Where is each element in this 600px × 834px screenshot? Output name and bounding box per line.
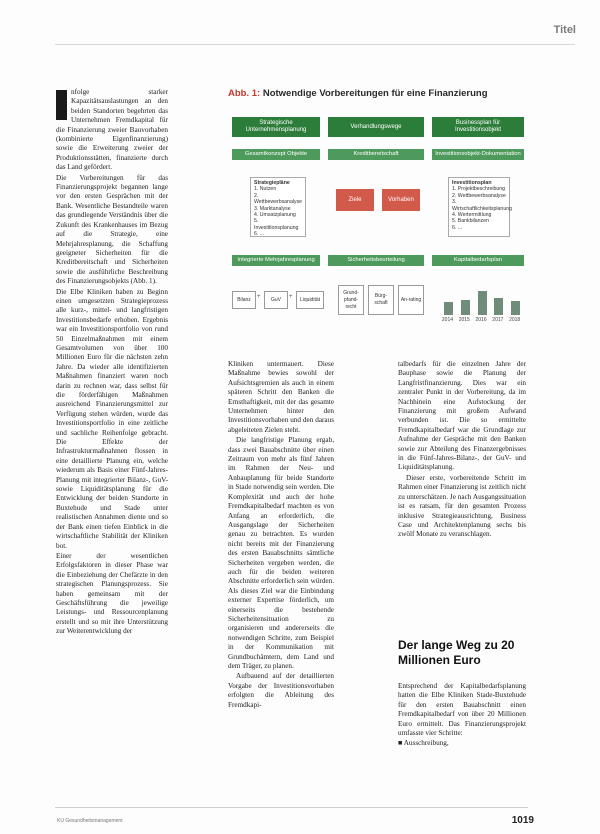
- list-heading: Strategiepläne: [254, 180, 290, 186]
- plus-sign: +: [257, 294, 261, 300]
- flow-box-buergschaft: Bürg-schaft: [368, 285, 394, 315]
- figure-title-text: Notwendige Vorbereitungen für eine Finanzierung: [262, 88, 488, 99]
- chart-bar: [461, 300, 470, 315]
- flow-box-liquiditaet: Liquidität: [296, 291, 324, 309]
- section-heading: Der lange Weg zu 20 Millionen Euro: [398, 638, 515, 667]
- strategy-list: [250, 177, 306, 237]
- paragraph: Die langfristige Planung ergab, dass zwei Bauabschnitte über einen Zeitraum von mehr als fünf Jahren im Rahmen der Neu- und Anbauplanung für beide Standorte in Stade notwendig sein werden. Die Komplexität und auch der hohe Fremdkapitalbedarf machten es von Anfang an erforderlich, die Ausgangslage der Sicherheiten genau zu betrachten. Es wurden nicht bereits mit der Finanzierung des ersten Bauabschnitts sämtliche Sicherheiten vergeben werden, die auch für die beiden weiteren Abschnitte erforderlich sein würden. Als dieses Ziel war die Einbindung externer Expertise förderlich, um einerseits die bestehende Sicherheitensituation zu organisieren und andererseits die notwendigen Schritte, zum Beispiel in der Kommunikation mit Grundbuchämtern, dem Land und dem Träger, zu planen.: [228, 436, 334, 670]
- chart-year-label: 2017: [492, 317, 504, 323]
- list-item: 2. Wettbewerbsanalyse: [254, 192, 303, 206]
- mid-bar: Kreditbereitschaft: [328, 149, 424, 160]
- chart-year-label: 2015: [458, 317, 470, 323]
- list-item: 5. Bankbilanzen: [452, 218, 489, 225]
- text-column-1: [56, 88, 168, 806]
- paragraph: [56, 88, 168, 173]
- flow-box-guv: GuV: [264, 291, 288, 309]
- chart-bar: [444, 302, 453, 315]
- footer-rule: [55, 807, 528, 808]
- capital-chart: [440, 275, 524, 325]
- paragraph-text: nfolge starker Kapazitätsauslastungen an den beiden Standorten begehrten das Unternehmen Fremdkapital für die Finanzierung zweier Bauvorhaben (kombinierte Eigenfinanzierung) sowie die Erweiterung zweier der Produktionsstätten, finanzierte durch das Land gefördert.: [56, 88, 168, 172]
- flow-box-rating: An-rating: [398, 285, 424, 315]
- header-rule: [55, 44, 575, 45]
- top-box: Strategische Unternehmensplanung: [232, 117, 320, 137]
- chart-year-label: 2014: [441, 317, 454, 323]
- mid-bar: Investitionsobjekt-Dokumentation: [432, 149, 524, 160]
- paragraph: Die Vorbereitungen für das Finanzierungsprojekt begannen lange vor den ersten Gesprächen mit der Bank. Wesentliche Bestandteile waren das grundlegende Verständnis über die Zukunft des Krankenhauses im Bezug auf die Strategie, eine Mehrjahresplanung, die Schaffung geeigneter Sicherheiten für die Kreditbereitschaft und Sicherheiten sowie die ausführliche Beschreibung des Finanzierungsobjekts (Abb. 1).: [56, 173, 168, 286]
- flow-box-bilanz: Bilanz: [232, 291, 256, 309]
- text-column-3: [398, 360, 526, 630]
- paragraph: Die Elbe Kliniken haben zu Beginn einen umgesetzten Strategieprozess alle kurz-, mittel- und langfristigen Investitionsbedarfe erhoben. Ergebnis war ein Investitionsportfolio von rund 50 Einzelmaßnahmen mit einem Gesamtvolumen von über 100 Millionen Euro für die nächsten zehn Jahre. Da wieder alle identifizierten Maßnahmen finanziert waren noch darin zu rechnen war, dass selbst für die förderfähigen Maßnahmen ausreichend Finanzierungsmittel zur Verfügung stehen würden, wurde das Investitionsportfolio in eine zeitliche und sachliche Reihenfolge gebracht. Die Effekte der Infrastrukturmaßnahmen flossen in eine detaillierte Planung ein, welche wiederum als Basis einer Fünf-Jahres-Planung mit integrierter Bilanz-, GuV- sowie Liquiditätsplanung für die Entwicklung der beiden Standorte in Buxtehude und Stade unter realistischen Annahmen diente und so der Bank einen tiefen Einblick in die wirtschaftliche Stabilität der Kliniken bot.: [56, 287, 168, 550]
- top-box: Businessplan für Investitionsobjekt: [432, 117, 524, 137]
- goals-box: Ziele: [336, 189, 374, 211]
- chart-bar: [478, 291, 487, 315]
- list-item: 1. Nutzen: [254, 186, 277, 193]
- chart-bar: [494, 298, 503, 315]
- mid-bar: Gesamtkonzept Objekte: [232, 149, 320, 160]
- low-bar: Integrierte Mehrjahresplanung: [232, 255, 320, 266]
- list-item: ■ Ausschreibung,: [398, 739, 449, 748]
- list-item: 1. Projektbeschreibung: [452, 186, 506, 193]
- list-item: 5. Investitionsplanung: [254, 218, 299, 231]
- low-bar: Sicherheitsbeurteilung: [328, 255, 424, 266]
- list-item: 6. ...: [254, 231, 265, 238]
- text-column-2: [228, 360, 334, 806]
- list-item: 3. Marktanalyse: [254, 205, 291, 212]
- top-box: Verhandlungswege: [328, 117, 424, 137]
- flow-box-grundpfand: Grund-pfand-recht: [338, 285, 364, 315]
- paragraph: Einer der wesentlichen Erfolgsfaktoren in dieser Phase war die Einbeziehung der Chefärzte in den strategischen Planungsprozess. Sie haben gemeinsam mit der Geschäftsführung die jeweilige Leistungs- und Ressourcenplanung erstellt und so mit ihre Unterstützung zur Weiterentwicklung der: [56, 551, 168, 636]
- text-column-3-continued: [398, 682, 526, 812]
- chart-year-label: 2016: [475, 317, 487, 323]
- low-bar: Kapitalbedarfsplan: [432, 255, 524, 266]
- figure-diagram: [228, 105, 526, 330]
- list-item: 6. ...: [452, 224, 463, 231]
- projects-box: Vorhaben: [382, 189, 420, 211]
- drop-cap: [56, 90, 67, 120]
- figure-label: Abb. 1:: [228, 88, 261, 99]
- footer-publication: KU Gesundheitsmanagement: [57, 818, 123, 824]
- chart-bar: [511, 301, 520, 315]
- list-heading: Investitionsplan: [452, 180, 492, 186]
- paragraph: Entsprechend der Kapitalbedarfsplanung hatten die Elbe Kliniken Stade-Buxtehude für den ersten Bauabschnitt einen Fremdkapitalbedarf von über 20 Millionen Euro ermittelt. Das Finanzierungsprojekt umfasste vier Schritte:: [398, 682, 526, 738]
- paragraph: Aufbauend auf der detaillierten Vorgabe der Investitionsvorhaben erfolgten die Ableitung des Fremdkapi-: [228, 672, 334, 709]
- paragraph: Kliniken untermauert. Diese Maßnahme bewies sowohl der Aufsichtsgremien als auch in einem späteren Schritt den Banken die Ernsthaftigkeit, mit der das gesamte Unternehmen hinter den Investitionsvorhaben und den daraus abgeleiteten Zielen steht.: [228, 360, 334, 434]
- chart-year-label: 2018: [509, 317, 521, 323]
- figure-title: [228, 88, 488, 99]
- paragraph: Dieser erste, vorbereitende Schritt im Rahmen einer Finanzierung ist zeitlich nicht zu unterschätzen. Je nach Ausgangssituation ist es ratsam, für den gesamten Prozess inklusive Strategieausrichtung, Business Case und Architektenplanung sechs bis zwölf Monate zu veranschlagen.: [398, 473, 526, 539]
- paragraph: talbedarfs für die einzelnen Jahre der Bauphase sowie die Planung der Langfristfinanzierung. Dies war ein zentraler Punkt in der Vorbereitung, da im Nachhinein eine Aufstockung der Finanzierung mit großem Aufwand verbunden ist. Die so ermittelte Fremdkapitalbedarf war die Grundlage zur Aufnahme der Gespräche mit den Banken sowie zur Abteilung des Finanzergebnisses in die Fünf-Jahres-Bilanz-, der GuV- und Liquiditätsplanung.: [398, 360, 526, 472]
- page-number: 1019: [511, 815, 534, 826]
- list-item: 4. Wertermittlung: [452, 212, 492, 219]
- investment-list: [448, 177, 510, 237]
- section-header: Titel: [553, 24, 576, 36]
- plus-sign: +: [289, 294, 293, 300]
- list-item: 2. Wettbewerbsanalyse: [452, 192, 506, 199]
- list-item: 3. Wirtschaftlichkeitsplanung: [452, 199, 512, 212]
- list-item: 4. Umsatzplanung: [254, 212, 296, 219]
